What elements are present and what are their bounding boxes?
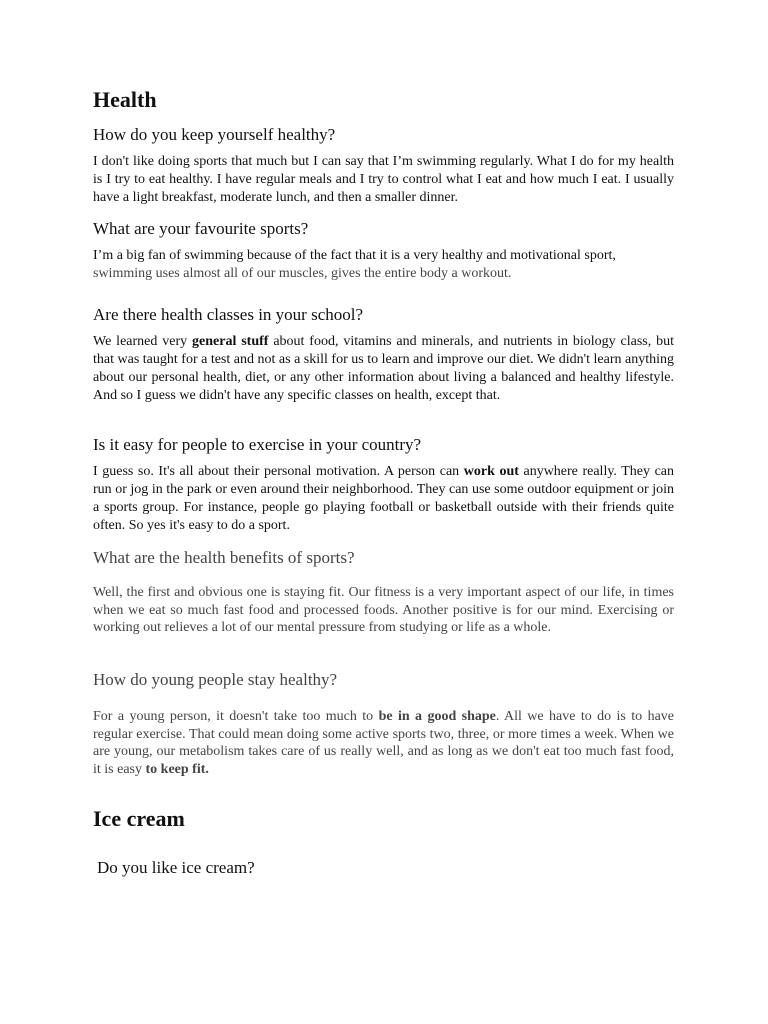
answer-favourite-sports-line2: swimming uses almost all of our muscles, gives the entire body a workout. bbox=[93, 266, 512, 281]
question-favourite-sports: What are your favourite sports? bbox=[93, 219, 309, 238]
answer-keep-healthy: I don't like doing sports that much but I can say that I’m swimming regularly. What I do for my health is I try to eat healthy. I have regular meals and I try to control what I eat and how much I eat. I usually have a light breakfast, moderate lunch, and then a smaller dinner. bbox=[93, 154, 674, 205]
answer-young-people-bold1: be in a good shape bbox=[378, 709, 496, 724]
answer-health-classes-b: about food, vitamins and minerals, and nutrients in biology class, but that was taught for a test and not as a skill for us to learn and improve our diet. We didn't learn anything about our personal health, diet, or any other information about living a balanced and healthy lifestyle. And so I guess we didn't have any specific classes on health, except that. bbox=[93, 334, 674, 403]
question-keep-healthy: How do you keep yourself healthy? bbox=[93, 125, 336, 144]
question-like-ice-cream: Do you like ice cream? bbox=[97, 858, 255, 877]
question-health-classes: Are there health classes in your school? bbox=[93, 305, 364, 324]
answer-exercise-country-a: I guess so. It's all about their personal motivation. A person can bbox=[93, 464, 464, 479]
ice-cream-heading: Ice cream bbox=[93, 806, 185, 831]
health-heading: Health bbox=[93, 87, 157, 112]
answer-health-classes-a: We learned very bbox=[93, 334, 193, 349]
question-young-people: How do young people stay healthy? bbox=[93, 670, 338, 689]
answer-young-people-bold2: to keep fit. bbox=[145, 761, 209, 777]
answer-health-classes-bold: general stuff bbox=[192, 334, 269, 349]
answer-young-people-a: For a young person, it doesn't take too much to bbox=[93, 709, 379, 724]
answer-health-benefits: Well, the first and obvious one is staying fit. Our fitness is a very important aspect of our life, in times when we eat so much fast food and processed foods. Another positive is for our mind. Exercising or working out relieves a lot of our mental pressure from studying or life as a whole. bbox=[93, 585, 674, 635]
answer-health-classes bbox=[93, 333, 674, 405]
answer-exercise-country-bold: work out bbox=[463, 464, 519, 479]
answer-exercise-country-b: anywhere really. They can run or jog in the park or even around their neighborhood. They can use some outdoor equipment or join a sports group. For instance, people go playing football or basketball outside with their friends quite often. So yes it's easy to do a sport. bbox=[93, 464, 675, 533]
answer-favourite-sports bbox=[93, 247, 674, 283]
answer-young-people bbox=[93, 708, 674, 778]
question-health-benefits: What are the health benefits of sports? bbox=[93, 548, 355, 567]
answer-exercise-country bbox=[93, 463, 674, 535]
answer-young-people-b: . All we have to do is to have regular exercise. That could mean doing some active sports two, three, or more times a week. When we are young, our metabolism takes care of us really well, and as long as we don't eat too much fast food, it is easy bbox=[93, 709, 674, 777]
answer-favourite-sports-line1: I’m a big fan of swimming because of the fact that it is a very healthy and motivational sport, bbox=[93, 248, 616, 263]
question-exercise-country: Is it easy for people to exercise in your country? bbox=[93, 435, 422, 454]
